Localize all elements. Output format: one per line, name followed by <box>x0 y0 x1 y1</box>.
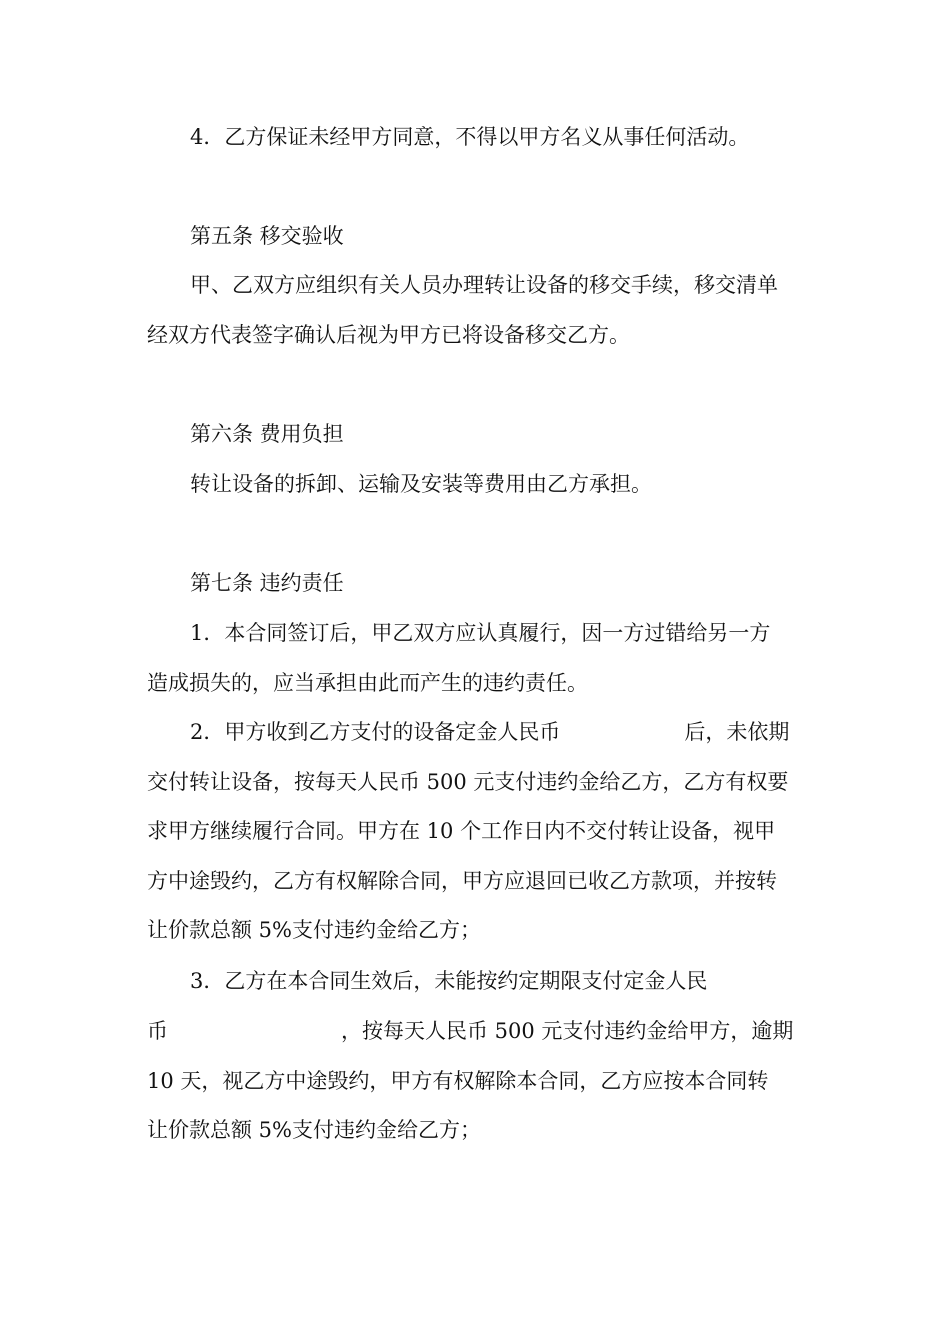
section-7-clause-2-line-3: 求甲方继续履行合同。甲方在 10 个工作日内不交付转让设备，视甲 <box>147 819 776 843</box>
section-7-clause-2-line-5: 让价款总额 5%支付违约金给乙方； <box>147 918 481 942</box>
section-7-clause-3-line-3: 10 天，视乙方中途毁约，甲方有权解除本合同，乙方应按本合同转 <box>147 1069 769 1093</box>
section-7-clause-3-line-1: 3．乙方在本合同生效后，未能按约定期限支付定金人民 <box>190 969 708 993</box>
section-7-clause-1-line-1: 1．本合同签订后，甲乙双方应认真履行，因一方过错给另一方 <box>190 621 771 645</box>
section-7-clause-3-line-4: 让价款总额 5%支付违约金给乙方； <box>147 1118 481 1142</box>
section-6-heading: 第六条 费用负担 <box>190 422 344 446</box>
section-7-clause-2-line-1 <box>190 719 789 745</box>
section-7-clause-2-line-2: 交付转让设备，按每天人民币 500 元支付违约金给乙方，乙方有权要 <box>147 770 789 794</box>
clause-2-text-before-blank: 2．甲方收到乙方支付的设备定金人民币 <box>190 720 561 744</box>
section-5-heading: 第五条 移交验收 <box>190 224 344 248</box>
section-7-clause-3-line-2 <box>147 1018 793 1044</box>
section-6-body: 转让设备的拆卸、运输及安装等费用由乙方承担。 <box>190 472 652 496</box>
clause-3-text-before-blank: 币 <box>147 1019 168 1043</box>
section-5-body-line-2: 经双方代表签字确认后视为甲方已将设备移交乙方。 <box>147 323 630 347</box>
clause-2-text-after-blank: 后，未依期 <box>684 720 790 744</box>
section-7-heading: 第七条 违约责任 <box>190 571 344 595</box>
section-7-clause-2-line-4: 方中途毁约，乙方有权解除合同，甲方应退回已收乙方款项，并按转 <box>147 869 777 893</box>
clause-3-text-after-blank: ，按每天人民币 500 元支付违约金给甲方，逾期 <box>341 1019 794 1043</box>
section-5-body-line-1: 甲、乙双方应组织有关人员办理转让设备的移交手续，移交清单 <box>190 273 778 297</box>
clause-4-of-section-4: 4．乙方保证未经甲方同意，不得以甲方名义从事任何活动。 <box>190 125 750 149</box>
section-7-clause-1-line-2: 造成损失的，应当承担由此而产生的违约责任。 <box>147 671 588 695</box>
